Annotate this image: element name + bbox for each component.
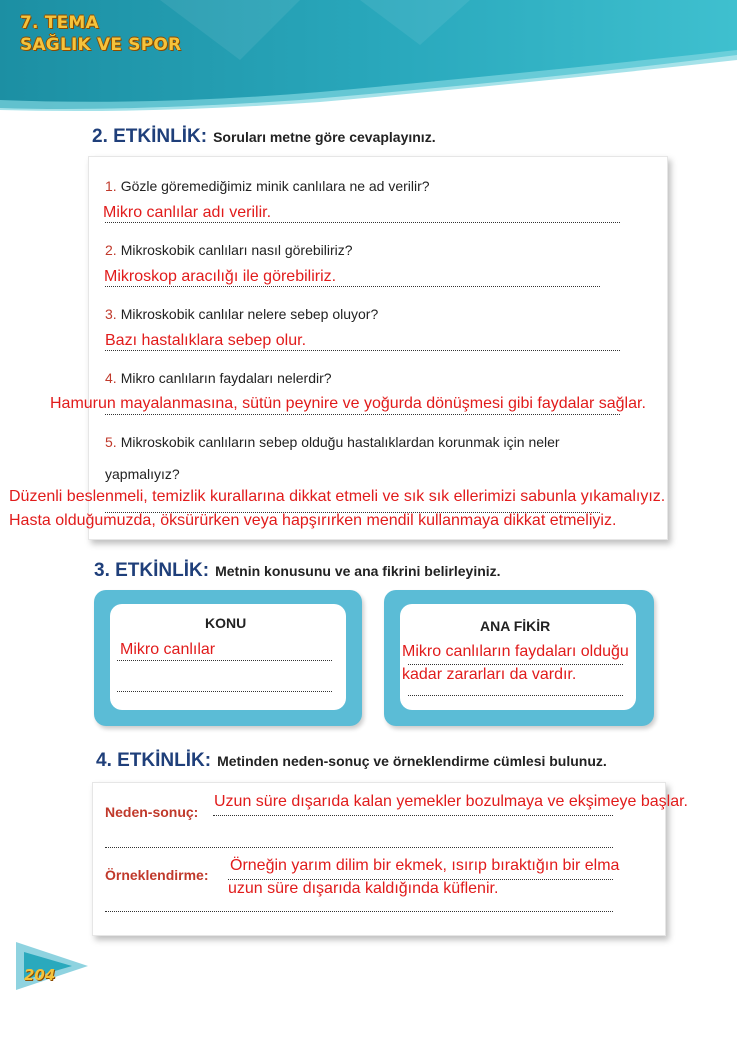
question-5: 5. Mikroskobik canlıların sebep olduğu hastalıklardan korunmak için neler [105,434,560,450]
answer-2: Mikroskop aracılığı ile görebiliriz. [104,268,337,285]
answer-line-1[interactable] [105,222,620,223]
cause-effect-label: Neden-sonuç: [105,804,199,820]
topic-line-2[interactable] [117,691,332,692]
question-4: 4. Mikro canlıların faydaları nelerdir? [105,370,332,386]
question-3: 3. Mikroskobik canlılar nelere sebep oluyor? [105,306,379,322]
main-idea-line-2[interactable] [408,695,623,696]
activity2-instruction: Soruları metne göre cevaplayınız. [213,129,436,145]
page-number: 204 [24,966,56,984]
answer-5b: Hasta olduğumuzda, öksürürken veya hapşırırken mendil kullanmaya dikkat etmeliyiz. [9,512,617,529]
example-answer-1: Örneğin yarım dilim bir ekmek, ısırıp bıraktığın bir elma [230,857,620,874]
answer-5a: Düzenli beslenmeli, temizlik kurallarına dikkat etmeli ve sık sık ellerimizi sabunla yıkamalıyız. [9,488,666,505]
theme-name: SAĞLIK VE SPOR [20,35,182,55]
main-idea-line-1[interactable] [408,664,623,665]
question-1: 1. Gözle göremediğimiz minik canlılara ne ad verilir? [105,178,430,194]
question-5-cont: yapmalıyız? [105,466,180,482]
topic-line-1[interactable] [117,660,332,661]
activity4-heading [96,750,607,772]
answer-3: Bazı hastalıklara sebep olur. [105,332,307,349]
answer-line-3[interactable] [105,350,620,351]
theme-number: 7. TEMA [20,13,99,33]
main-idea-answer-2: kadar zararları da vardır. [402,666,577,683]
theme-title [20,12,181,56]
activity2-label: 2. ETKİNLİK: [92,126,208,147]
answer-line-4[interactable] [105,414,620,415]
cause-line-1[interactable] [213,815,613,816]
example-line-2[interactable] [105,911,613,912]
cause-line-2[interactable] [105,847,613,848]
activity4-instruction: Metinden neden-sonuç ve örneklendirme cümlesi bulunuz. [217,753,607,769]
activity3-label: 3. ETKİNLİK: [94,560,210,581]
cause-effect-answer: Uzun süre dışarıda kalan yemekler bozulmaya ve ekşimeye başlar. [214,793,688,810]
main-idea-title: ANA FİKİR [480,618,551,634]
activity3-heading [94,560,501,582]
answer-line-2[interactable] [105,286,600,287]
answer-1: Mikro canlılar adı verilir. [103,204,272,221]
example-label: Örneklendirme: [105,867,209,883]
activity2-heading [92,126,436,148]
answer-4: Hamurun mayalanmasına, sütün peynire ve yoğurda dönüşmesi gibi faydalar sağlar. [50,395,646,412]
activity4-label: 4. ETKİNLİK: [96,750,212,771]
topic-answer: Mikro canlılar [120,641,216,658]
question-2: 2. Mikroskobik canlıları nasıl görebiliriz? [105,242,353,258]
main-idea-answer-1: Mikro canlıların faydaları olduğu [402,643,629,660]
activity3-instruction: Metnin konusunu ve ana fikrini belirleyiniz. [215,563,501,579]
topic-title: KONU [205,615,247,631]
example-answer-2: uzun süre dışarıda kaldığında küflenir. [228,880,499,897]
